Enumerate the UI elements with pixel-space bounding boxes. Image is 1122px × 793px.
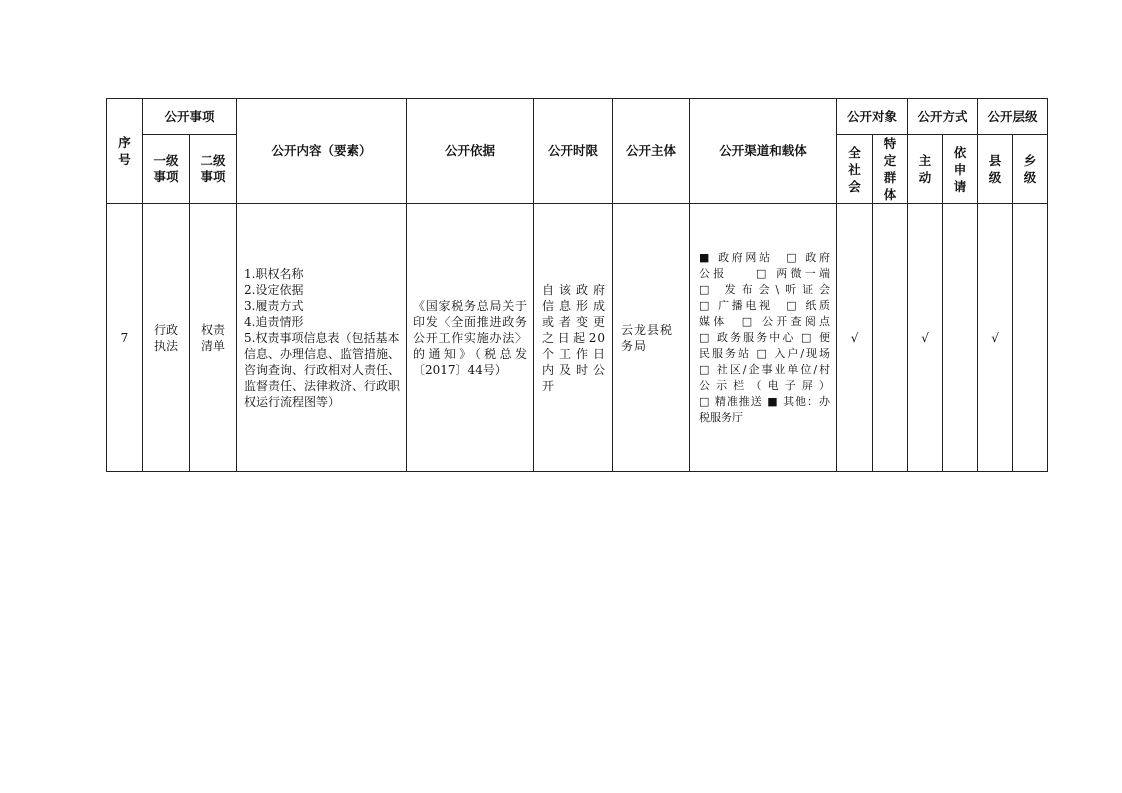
cell-target-specific [873, 204, 908, 472]
header-method-request: 依申请 [943, 135, 978, 204]
channel-line: 公报 □ 两微一端 [699, 266, 831, 280]
header-level2: 二级事项 [190, 135, 237, 204]
channel-line: ■ 政府网站 □ 政府 [699, 250, 831, 264]
cell-target-all-check: √ [837, 204, 873, 472]
cell-subject: 云龙县税务局 [613, 204, 690, 472]
cell-basis: 《国家税务总局关于印发〈全面推进政务公开工作实施办法〉的通知》（税总发〔2017〕44号） [407, 204, 534, 472]
cell-time-limit: 自该政府信息形成或者变更之日起20个工作日内及时公开 [534, 204, 613, 472]
cell-level1: 行政执法 [143, 204, 190, 472]
content-item: 1.职权名称 [244, 266, 304, 281]
channel-line: □ 广播电视 □ 纸质 [699, 298, 831, 312]
header-items: 公开事项 [143, 99, 237, 135]
header-level-county: 县级 [978, 135, 1013, 204]
cell-level-township [1013, 204, 1048, 472]
header-target: 公开对象 [837, 99, 908, 135]
content-item: 5.权责事项信息表（包括基本信息、办理信息、监管措施、咨询查询、行政相对人责任、监督责任、法律救济、行政职权运行流程图等） [244, 330, 401, 409]
content-item: 4.追责情形 [244, 314, 304, 329]
channel-line: □ 社区/企事业单位/村 [699, 362, 831, 376]
channel-list [690, 250, 836, 426]
content-list [237, 266, 406, 410]
header-method: 公开方式 [908, 99, 978, 135]
header-time-limit: 公开时限 [534, 99, 613, 204]
content-item: 3.履责方式 [244, 298, 304, 313]
header-content: 公开内容（要素） [237, 99, 407, 204]
cell-level2: 权责清单 [190, 204, 237, 472]
cell-method-request [943, 204, 978, 472]
channel-line: 公示栏（电子屏） [699, 378, 831, 392]
channel-line: □ 政务服务中心 □ 便 [699, 330, 831, 344]
header-channels: 公开渠道和载体 [690, 99, 837, 204]
cell-content [237, 204, 407, 472]
cell-method-active-check: √ [908, 204, 943, 472]
header-level: 公开层级 [978, 99, 1048, 135]
cell-seq: 7 [107, 204, 143, 472]
channel-line: 民服务站 □ 入户/现场 [699, 346, 831, 360]
header-target-all: 全社会 [837, 135, 873, 204]
header-basis: 公开依据 [407, 99, 534, 204]
channel-line: 税服务厅 [699, 410, 744, 424]
content-item: 2.设定依据 [244, 282, 304, 297]
cell-channels [690, 204, 837, 472]
channel-line: 媒体 □ 公开查阅点 [699, 314, 831, 328]
cell-level-county-check: √ [978, 204, 1013, 472]
disclosure-table [106, 98, 1048, 472]
header-row-top [107, 99, 1048, 135]
header-seq: 序号 [107, 99, 143, 204]
channel-line: □ 发布会\听证会 [699, 282, 831, 296]
header-subject: 公开主体 [613, 99, 690, 204]
header-level-township: 乡级 [1013, 135, 1048, 204]
table-row [107, 204, 1048, 472]
channel-line: □ 精准推送 ■ 其他：办 [699, 394, 831, 408]
header-target-specific: 特定群体 [873, 135, 908, 204]
header-method-active: 主动 [908, 135, 943, 204]
header-level1: 一级事项 [143, 135, 190, 204]
